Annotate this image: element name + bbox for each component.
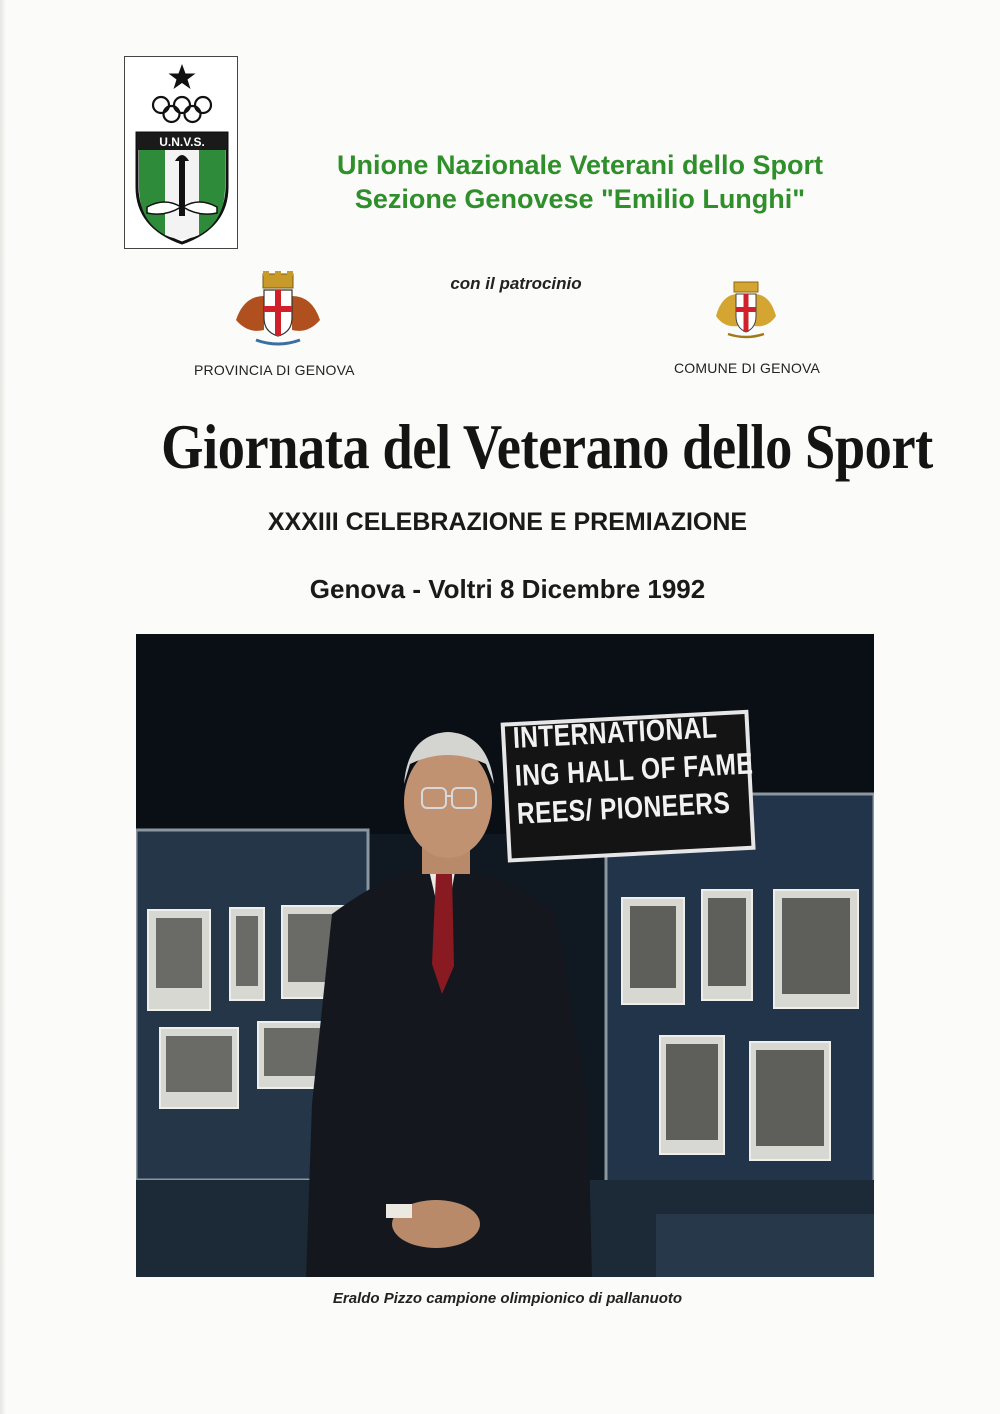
photo-caption: Eraldo Pizzo campione olimpionico di pallanuoto <box>332 1290 683 1307</box>
event-subtitle: XXXIII CELEBRAZIONE E PREMIAZIONE <box>267 508 748 536</box>
provincia-coat-of-arms-icon <box>230 270 326 353</box>
organization-heading <box>280 148 880 216</box>
unvs-emblem-icon <box>125 57 239 250</box>
comune-coat-of-arms-icon <box>714 280 778 345</box>
hall-of-fame-sign <box>512 710 754 834</box>
sign-line: ING HALL OF FAME <box>514 747 754 793</box>
organization-name: Unione Nazionale Veterani dello Sport <box>336 150 824 180</box>
sign-line: REES/ PIONEERS <box>516 786 732 831</box>
svg-text:U.N.V.S.: U.N.V.S. <box>159 135 205 149</box>
page-edge <box>0 0 6 1414</box>
patronage-text: con il patrocinio <box>450 274 582 293</box>
organization-section: Sezione Genovese "Emilio Lunghi" <box>354 184 806 214</box>
event-date-location: Genova - Voltri 8 Dicembre 1992 <box>309 574 706 604</box>
sign-line: INTERNATIONAL <box>512 711 718 755</box>
event-title: Giornata del Veterano dello Sport <box>161 411 933 482</box>
provincia-label: PROVINCIA DI GENOVA <box>194 362 355 378</box>
unvs-emblem <box>124 56 238 249</box>
comune-label: COMUNE DI GENOVA <box>674 360 821 376</box>
event-photograph <box>136 634 874 1277</box>
